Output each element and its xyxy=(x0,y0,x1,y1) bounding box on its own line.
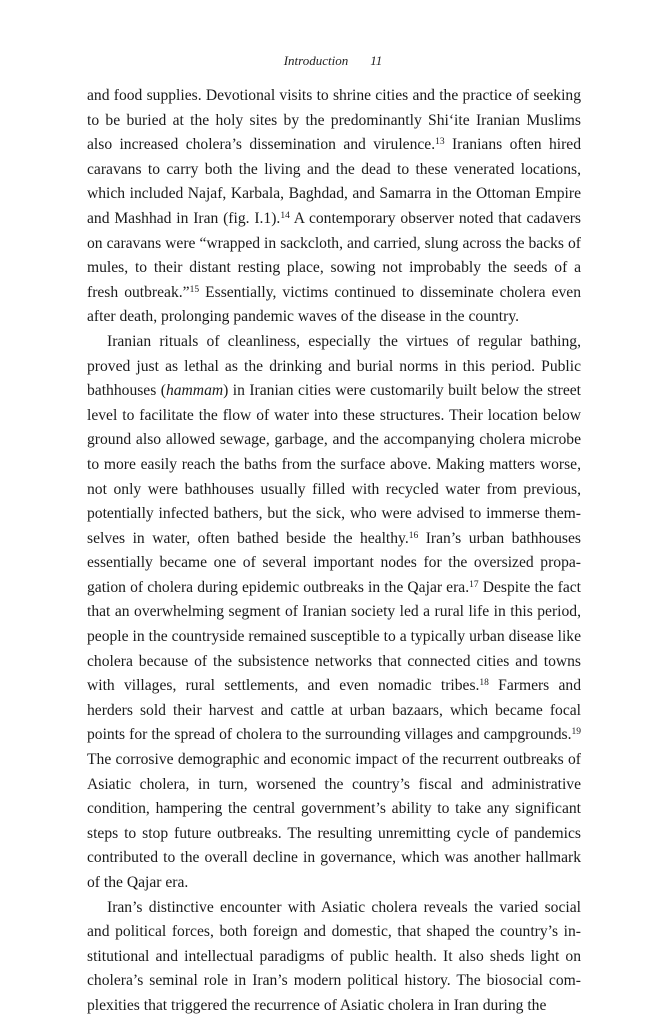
footnote-marker: 18 xyxy=(479,678,489,689)
footnote-marker: 15 xyxy=(189,284,200,295)
paragraph xyxy=(87,896,581,1019)
running-head xyxy=(0,53,666,69)
text-run: Farmers and herders sold their harvest and cattle at urban bazaars, which became focal points for the spread of cholera to the surrounding villages and campgrounds. xyxy=(87,677,581,744)
text-run: Iran’s distinctive encounter with Asiatic cholera reveals the varied social and political forces, both foreign and domestic, that shaped the country’s institutional and intellectual paradigms of public health. It also sheds light on cholera’s seminal role in Iran’s modern political history. The biosocial complexities that triggered the recurrence of Asiatic cholera in Iran during the xyxy=(87,898,581,1014)
text-run: ) in Iranian cities were customarily built below the street level to facilitate the flow of water into these structures. Their location below ground also allowed sewage, garbage, and the accompanying cholera microbe to more easily reach the baths from the surface above. Making matters worse, not only were bathhouses usually filled with recycled water from previous, potentially infected bathers, but the sick, who were advised to immerse themselves in water, often bathed beside the healthy. xyxy=(87,382,581,547)
page-number: 11 xyxy=(370,53,383,68)
text-run: A contemporary observer noted that cadavers on caravans were “wrapped in sackcloth, and carried, slung across the backs of mules, to their distant resting place, sowing not improbably the seeds of a fresh outbreak.” xyxy=(87,209,581,301)
body-text xyxy=(87,84,581,1019)
paragraph xyxy=(87,84,581,330)
footnote-marker: 17 xyxy=(469,579,479,590)
paragraph xyxy=(87,330,581,896)
text-run: Iranians often hired caravans to carry both the living and the dead to these venerated locations, which included Najaf, Karbala, Baghdad, and Samarra in the Ottoman Empire and Mashhad in Iran (fig. I.1). xyxy=(87,136,582,227)
text-run: Despite the fact that an overwhelming segment of Iranian society led a rural life in this period, people in the countryside remained susceptible to a typically urban disease like cholera because of the subsistence networks that connected cities and towns with villages, rural settlements, and even nomadic tribes. xyxy=(87,578,582,695)
running-head-title: Introduction xyxy=(283,53,349,68)
footnote-marker: 16 xyxy=(408,530,419,541)
text-run: The corrosive demographic and economic impact of the recurrent outbreaks of Asiatic cholera, in turn, worsened the country’s fiscal and administrative condition, hampering the central government’s ability to take any significant steps to stop future outbreaks. The resulting unremitting cycle of pandemics contributed to the overall decline in governance, which was another hallmark of the Qajar era. xyxy=(87,751,581,891)
text-run: and food supplies. Devotional visits to shrine cities and the practice of seeking to be buried at the holy sites by the predominantly Shi‘ite Iranian Muslims also increased cholera’s dissemination and virulence. xyxy=(87,87,581,154)
footnote-marker: 19 xyxy=(571,727,581,738)
footnote-marker: 13 xyxy=(435,137,445,148)
text-run: Iranian rituals of cleanliness, especially the virtues of regular bathing, proved just as lethal as the drinking and burial norms in this period. Public bathhouses ( xyxy=(87,332,581,400)
footnote-marker: 14 xyxy=(280,210,290,221)
text-run: Iran’s urban bathhouses essentially became one of several important nodes for the oversized propagation of cholera during epidemic outbreaks in the Qajar era. xyxy=(87,529,581,596)
text-run: Essentially, victims continued to disseminate cholera even after death, prolonging pandemic waves of the disease in the country. xyxy=(87,283,582,326)
italic-term: hammam xyxy=(165,382,224,400)
